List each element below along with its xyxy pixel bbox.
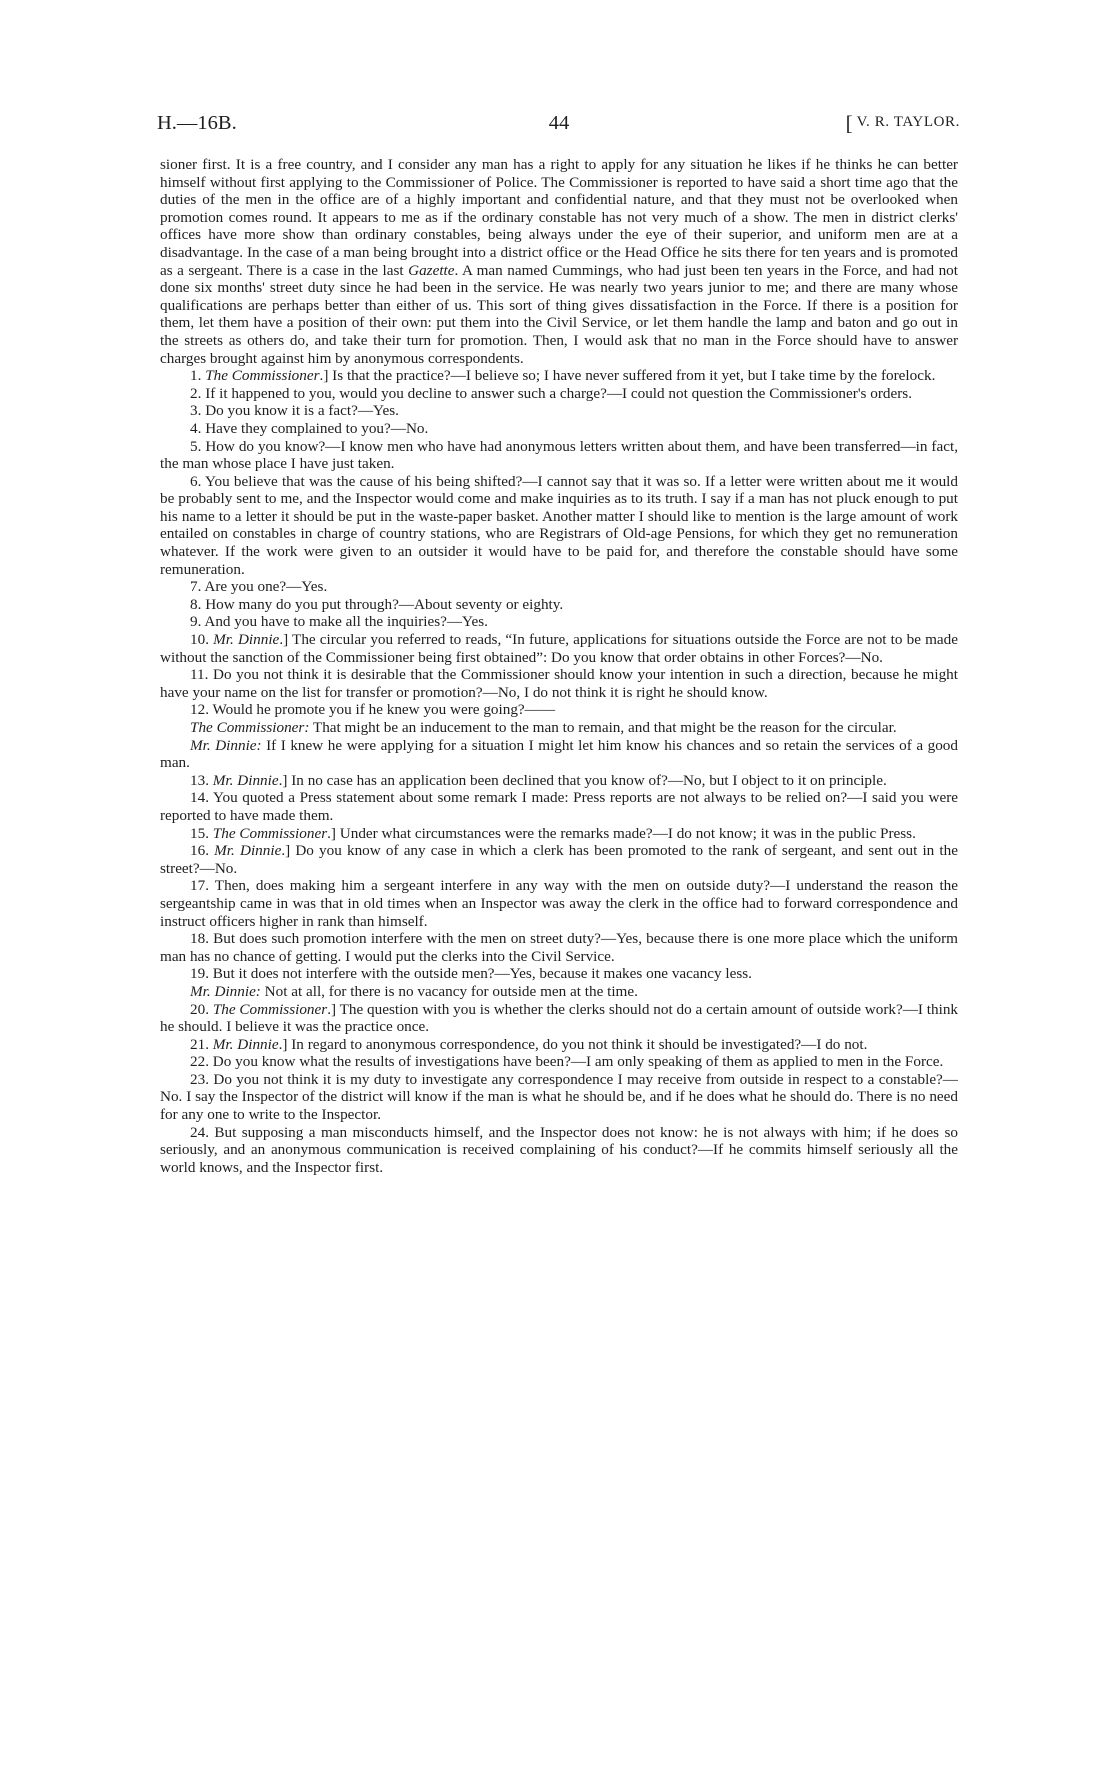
paragraph-text: 20.	[190, 1000, 213, 1018]
paragraph-text: 19. But it does not interfere with the outside men?—Yes, because it makes one vacancy less.	[190, 965, 752, 983]
paragraph	[160, 666, 958, 701]
paragraph-text: 12. Would he promote you if he knew you were going?——	[190, 701, 556, 719]
paragraph	[160, 438, 958, 473]
paragraph-text: 15.	[190, 824, 213, 842]
paragraph-text: If I knew he were applying for a situation I might let him know his chances and so retain the services of a good man.	[160, 736, 958, 772]
speaker-name: Mr. Dinnie	[212, 1035, 279, 1053]
paragraph-text: . A man named Cummings, who had just been ten years in the Force, and had not done six months' street duty since he had been in the service. He was nearly two years junior to me; and there are many whose qualifications are perhaps better than either of us. This sort of thing gives dissatisfaction in the Force. If there is a position for them, let them have a position of their own: put them into the Civil Service, or let them handle the lamp and baton and go out in the streets as others do, and take their turn for promotion. Then, I would ask that no man in the Force should have to answer charges brought against him by anonymous correspondents.	[160, 261, 958, 367]
paragraph-text: 22. Do you know what the results of investigations have been?—I am only speaking of them as applied to men in the Force.	[190, 1053, 944, 1071]
paragraph-text: 13.	[190, 771, 213, 789]
paragraph-text: sioner first. It is a free country, and I consider any man has a right to apply for any situation he likes if he thinks he can better himself without first applying to the Commissioner of Police. The Commissioner is reported to have said a short time ago that the duties of the men in the office are of a highly important and confidential nature, and that they must not be overlooked when promotion comes round. It appears to me as if the ordinary constable has not very much of a show. The men in district clerks' offices have more show than ordinary constables, being always under the eye of their superior, and uniform men are at a disadvantage. In the case of a man being brought into a district office or the Head Office he sits there for ten years and is promoted as a sergeant. There is a case in the last	[160, 156, 958, 279]
paragraph-text: 10.	[190, 631, 214, 649]
paragraph	[160, 1036, 958, 1054]
paragraph	[160, 1053, 958, 1071]
paragraph-text: .] The question with you is whether the clerks should not do a certain amount of outside work?—I think he should. I believe it was the practice once.	[160, 1000, 959, 1036]
body-text	[160, 156, 958, 1176]
speaker-name: The Commissioner:	[190, 719, 310, 736]
paragraph-text: 6. You believe that was the cause of his being shifted?—I cannot say that it was so. If a letter were written about me it would be probably sent to me, and the Inspector would come and make inquiries as to its truth. I say if a man has not pluck enough to put his name to a letter it should be put in the waste-paper basket. Another matter I should like to mention is the large amount of work entailed on constables in charge of country stations, who are Registrars of Old-age Pensions, for which they get no remuneration whatever. If the work were given to an outsider it would have to be paid for, and therefore the constable should have some remuneration.	[160, 472, 958, 578]
paragraph-text: 11. Do you not think it is desirable that the Commissioner should know your intention in such a direction, because he might have your name on the list for transfer or promotion?—No, I do not think it is right he should know.	[160, 666, 958, 701]
paragraph-text: 21.	[190, 1035, 213, 1053]
paragraph-text: Not at all, for there is no vacancy for outside men at the time.	[260, 982, 638, 1000]
paragraph-text: 18. But does such promotion interfere with the men on street duty?—Yes, because there is one more place which the uniform man has no chance of getting. I would put the clerks into the Civil Service.	[160, 930, 958, 965]
paragraph-text: 14. You quoted a Press statement about some remark I made: Press reports are not always to be relied on?—I said you were reported to have made them.	[160, 789, 958, 824]
paragraph-text: 16.	[190, 842, 215, 860]
paragraph-text: .] In no case has an application been declined that you know of?—No, but I object to it on principle.	[278, 771, 887, 789]
paragraph-text: 24. But supposing a man misconducts himself, and the Inspector does not know: he is not always with him; if he does so seriously, and an anonymous communication is received complaining of his conduct?—If he commits himself seriously all the world knows, and the Inspector first.	[160, 1123, 958, 1176]
paragraph	[160, 930, 958, 965]
paragraph	[160, 1124, 958, 1177]
paragraph	[160, 473, 958, 579]
paragraph	[160, 789, 958, 824]
paragraph-text: 2. If it happened to you, would you decline to answer such a charge?—I could not question the Commissioner's orders.	[190, 384, 913, 402]
paragraph	[160, 596, 958, 614]
page-header	[157, 112, 960, 156]
speaker-name: Mr. Dinnie:	[190, 736, 262, 754]
witness-name: [ V. R. TAYLOR.	[857, 114, 960, 131]
document-reference: H.—16B.	[157, 112, 237, 134]
paragraph-text: 3. Do you know it is a fact?—Yes.	[190, 402, 399, 420]
paragraph	[160, 578, 958, 596]
paragraph	[160, 1071, 958, 1124]
paragraph	[160, 842, 958, 877]
paragraph	[160, 613, 958, 631]
speaker-name: The Commissioner	[212, 1000, 328, 1018]
paragraph-text: 4. Have they complained to you?—No.	[190, 419, 429, 437]
paragraph	[160, 983, 958, 1001]
paragraph	[160, 156, 958, 367]
page-number: 44	[548, 112, 570, 134]
paragraph	[160, 825, 958, 843]
paragraph-text: .] In regard to anonymous correspondence, do you not think it should be investigated?—I do not.	[278, 1035, 868, 1053]
paragraph	[160, 631, 958, 666]
paragraph-text: .] The circular you referred to reads, “In future, applications for situations outside the Force are not to be made without the sanction of the Commissioner being first obtained”: Do you know that order obtains in other Forces?—No.	[160, 631, 958, 666]
paragraph-text: That might be an inducement to the man to remain, and that might be the reason for the circular.	[309, 719, 897, 736]
paragraph-text: 5. How do you know?—I know men who have had anonymous letters written about them, and have been transferred—in fact, the man whose place I have just taken.	[160, 437, 958, 473]
paragraph	[160, 877, 958, 930]
speaker-name: Mr. Dinnie	[213, 631, 280, 649]
paragraph	[160, 385, 958, 403]
paragraph	[160, 402, 958, 420]
speaker-name: Gazette	[408, 261, 455, 279]
paragraph	[160, 1001, 958, 1036]
paragraph-text: 7. Are you one?—Yes.	[190, 578, 328, 596]
speaker-name: Mr. Dinnie	[212, 771, 279, 789]
paragraph	[160, 420, 958, 438]
paragraph-text: .] Is that the practice?—I believe so; I have never suffered from it yet, but I take time by the forelock.	[319, 367, 936, 385]
paragraph-text: 23. Do you not think it is my duty to investigate any correspondence I may receive from outside in respect to a constable?—No. I say the Inspector of the district will know if the man is what he should be, and if he does what he should do. There is no need for any one to write to the Inspector.	[160, 1070, 958, 1124]
paragraph	[160, 719, 958, 737]
paragraph	[160, 965, 958, 983]
speaker-name: Mr. Dinnie	[214, 842, 282, 860]
speaker-name: The Commissioner	[212, 824, 328, 842]
speaker-name: Mr. Dinnie:	[190, 982, 261, 1000]
paragraph-text: 1.	[190, 367, 206, 385]
paragraph-text: 17. Then, does making him a sergeant interfere in any way with the men on outside duty?—I understand the reason the sergeantship came in was that in old times when an Inspector was away the clerk in the office had to forward correspondence and instruct officers higher in rank than himself.	[160, 877, 958, 930]
paragraph-text: .] Under what circumstances were the remarks made?—I do not know; it was in the public Press.	[327, 824, 916, 842]
speaker-name: The Commissioner	[205, 367, 320, 385]
paragraph	[160, 737, 958, 772]
paragraph-text: .] Do you know of any case in which a clerk has been promoted to the rank of sergeant, and sent out in the street?—No.	[160, 842, 958, 877]
paragraph	[160, 701, 958, 719]
paragraph-text: 8. How many do you put through?—About seventy or eighty.	[190, 595, 564, 613]
paragraph	[160, 772, 958, 790]
paragraph-text: 9. And you have to make all the inquiries?—Yes.	[190, 613, 488, 631]
paragraph	[160, 367, 958, 385]
